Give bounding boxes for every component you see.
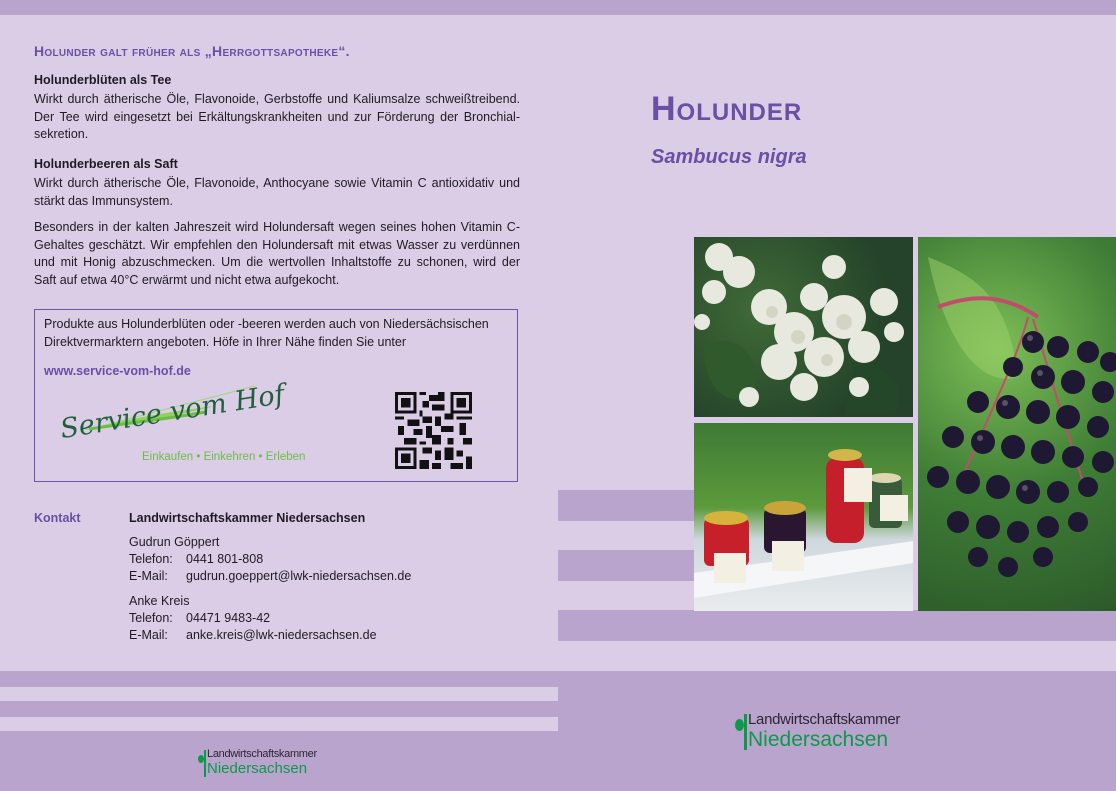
- section-heading: Holunderblüten als Tee: [34, 73, 172, 87]
- juice-paragraph: Besonders in der kalten Jahreszeit wird Holundersaft wegen seines hohen Vitamin C-Gehaltes geschätzt. Wir empfehlen den Holundersaft mit etwas Wasser zu verdünnen und mit Honig abzuschmecken. Um die wertvollen Inhaltstoffe zu schonen, wird der Saft auf etwa 40°C erwärmt und nicht etwa aufgekocht.: [34, 220, 520, 287]
- decor-stripe: [0, 687, 558, 701]
- top-band: [0, 0, 1116, 15]
- section-body: Wirkt durch ätherische Öle, Flavonoide, Anthocyane sowie Vitamin C antioxidativ und stärkt das Immunsystem.: [34, 176, 520, 208]
- jars-illustration: [694, 423, 913, 611]
- service-vom-hof-tagline: Einkaufen • Einkehren • Erleben: [142, 451, 306, 463]
- contact-email-row: [129, 568, 411, 585]
- elderberries-photo: [918, 237, 1116, 611]
- contact-phone-row: [129, 610, 377, 627]
- contact-name: Anke Kreis: [129, 594, 190, 608]
- service-vom-hof-logo: [55, 378, 345, 472]
- lwk-dot-icon: [735, 719, 744, 731]
- info-box: [34, 309, 518, 482]
- section-juice: [34, 157, 520, 210]
- lwk-bar-icon: [204, 750, 206, 777]
- lwk-logo-large: [735, 711, 955, 753]
- phone-value[interactable]: 04471 9483-42: [186, 611, 271, 625]
- email-value[interactable]: gudrun.goeppert@lwk-niedersachsen.de: [186, 569, 412, 583]
- contact-organization: Landwirtschaftskammer Niedersachsen: [129, 511, 366, 525]
- email-label: E-Mail:: [129, 628, 168, 642]
- decor-stripe: [558, 610, 1116, 641]
- phone-label: Telefon:: [129, 611, 173, 625]
- contact-label: Kontakt: [34, 511, 81, 525]
- phone-label: Telefon:: [129, 552, 173, 566]
- email-label: E-Mail:: [129, 569, 168, 583]
- section-body: Wirkt durch ätherische Öle, Flavonoide, Gerbstoffe und Kaliumsalze schweißtreibend. Der Tee wird eingesetzt bei Erkältungskrankheiten und zur Förderung der Bronchial-sekretion.: [34, 92, 520, 141]
- phone-value[interactable]: 0441 801-808: [186, 552, 264, 566]
- latin-name: Sambucus nigra: [651, 146, 807, 168]
- contact-phone-row: [129, 551, 411, 568]
- section-heading: Holunderbeeren als Saft: [34, 157, 178, 171]
- email-value[interactable]: anke.kreis@lwk-niedersachsen.de: [186, 628, 377, 642]
- section-tea: [34, 73, 520, 144]
- lwk-bar-icon: [744, 714, 747, 750]
- contact-email-row: [129, 627, 377, 644]
- elderberries-illustration: [918, 237, 1116, 611]
- headline: Holunder galt früher als „Herrgottsapotheke“.: [34, 43, 350, 59]
- elderflower-illustration: [694, 237, 913, 417]
- lwk-logo-line1: Landwirtschaftskammer: [748, 711, 901, 728]
- lwk-logo-small: [198, 748, 368, 780]
- service-vom-hof-link[interactable]: www.service-vom-hof.de: [44, 364, 191, 378]
- contact-person: [129, 593, 377, 644]
- page-title: Holunder: [651, 90, 803, 128]
- elderflower-photo: [694, 237, 913, 417]
- contact-name: Gudrun Göppert: [129, 535, 220, 549]
- decor-stripe: [558, 490, 694, 521]
- info-box-text: Produkte aus Holunderblüten oder -beeren werden auch von Niedersächsischen Direktvermarktern angeboten. Höfe in Ihrer Nähe finden Sie unter: [44, 317, 489, 349]
- service-vom-hof-script: Service vom Hof: [58, 378, 287, 445]
- decor-stripe: [558, 550, 694, 581]
- lwk-logo-line1: Landwirtschaftskammer: [207, 748, 317, 760]
- contact-person: [129, 534, 411, 585]
- decor-stripe: [0, 717, 558, 731]
- qr-code-icon[interactable]: [395, 392, 472, 469]
- lwk-logo-line2: Niedersachsen: [748, 728, 889, 751]
- jars-photo: [694, 423, 913, 611]
- lwk-logo-line2: Niedersachsen: [207, 760, 308, 777]
